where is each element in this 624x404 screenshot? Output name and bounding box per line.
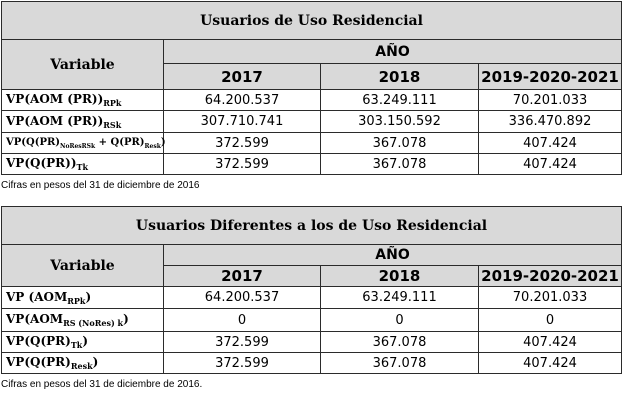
- variable-name: VP $(AOM_{RPk})$: [2, 287, 164, 309]
- value-cell: 407.424: [479, 353, 622, 374]
- table-row: [2, 90, 622, 111]
- table-row: [2, 133, 622, 154]
- variable-name: $VP(AOM_{RS (NoRes) k})$: [2, 309, 164, 332]
- value-cell: 63.249.111: [321, 90, 479, 111]
- year-group-header: AÑO: [164, 40, 622, 64]
- table-footnote: Cifras en pesos del 31 de diciembre de 2016: [1, 180, 200, 191]
- table-row: [2, 353, 622, 374]
- value-cell: 0: [479, 309, 622, 332]
- value-cell: 367.078: [321, 154, 479, 175]
- value-cell: 367.078: [321, 332, 479, 353]
- value-cell: 0: [164, 309, 321, 332]
- value-cell: 372.599: [164, 154, 321, 175]
- variable-name: VP(AOM $(PR))_{RSk}$: [2, 111, 164, 133]
- value-cell: 63.249.111: [321, 287, 479, 309]
- variable-header: Variable: [2, 245, 164, 287]
- non-residential-users-table: [1, 206, 622, 374]
- table-footnote: Cifras en pesos del 31 de diciembre de 2016.: [1, 379, 203, 390]
- table-row: [2, 154, 622, 175]
- year-header: 2019-2020-2021: [479, 64, 622, 90]
- value-cell: 372.599: [164, 353, 321, 374]
- value-cell: 407.424: [479, 133, 622, 154]
- value-cell: 372.599: [164, 133, 321, 154]
- year-header: 2019-2020-2021: [479, 266, 622, 287]
- value-cell: 303.150.592: [321, 111, 479, 133]
- value-cell: 407.424: [479, 154, 622, 175]
- value-cell: 367.078: [321, 133, 479, 154]
- value-cell: 64.200.537: [164, 90, 321, 111]
- value-cell: 64.200.537: [164, 287, 321, 309]
- value-cell: 70.201.033: [479, 287, 622, 309]
- value-cell: 0: [321, 309, 479, 332]
- table-row: [2, 287, 622, 309]
- table-row: [2, 332, 622, 353]
- value-cell: 307.710.741: [164, 111, 321, 133]
- year-header: 2018: [321, 266, 479, 287]
- variable-name: $VP(Q(PR)_{Tk})$: [2, 332, 164, 353]
- year-header: 2017: [164, 64, 321, 90]
- value-cell: 70.201.033: [479, 90, 622, 111]
- value-cell: 407.424: [479, 332, 622, 353]
- variable-name: VP(AOM $(PR))_{RPk}$: [2, 90, 164, 111]
- variable-name: $VP(Q(PR)_{NoResRSk} + Q(PR)_{Resk})$: [2, 133, 164, 154]
- year-header: 2017: [164, 266, 321, 287]
- table-row: [2, 111, 622, 133]
- variable-header: Variable: [2, 40, 164, 90]
- table-title: Usuarios Diferentes a los de Uso Residencial: [2, 207, 622, 245]
- residential-users-table: [1, 1, 622, 175]
- value-cell: 367.078: [321, 353, 479, 374]
- variable-name: $VP(Q(PR)_{Resk})$: [2, 353, 164, 374]
- year-group-header: AÑO: [164, 245, 622, 266]
- variable-name: $VP(Q(PR))_{Tk}$: [2, 154, 164, 175]
- value-cell: 336.470.892: [479, 111, 622, 133]
- year-header: 2018: [321, 64, 479, 90]
- table-row: [2, 309, 622, 332]
- value-cell: 372.599: [164, 332, 321, 353]
- table-title: Usuarios de Uso Residencial: [2, 2, 622, 40]
